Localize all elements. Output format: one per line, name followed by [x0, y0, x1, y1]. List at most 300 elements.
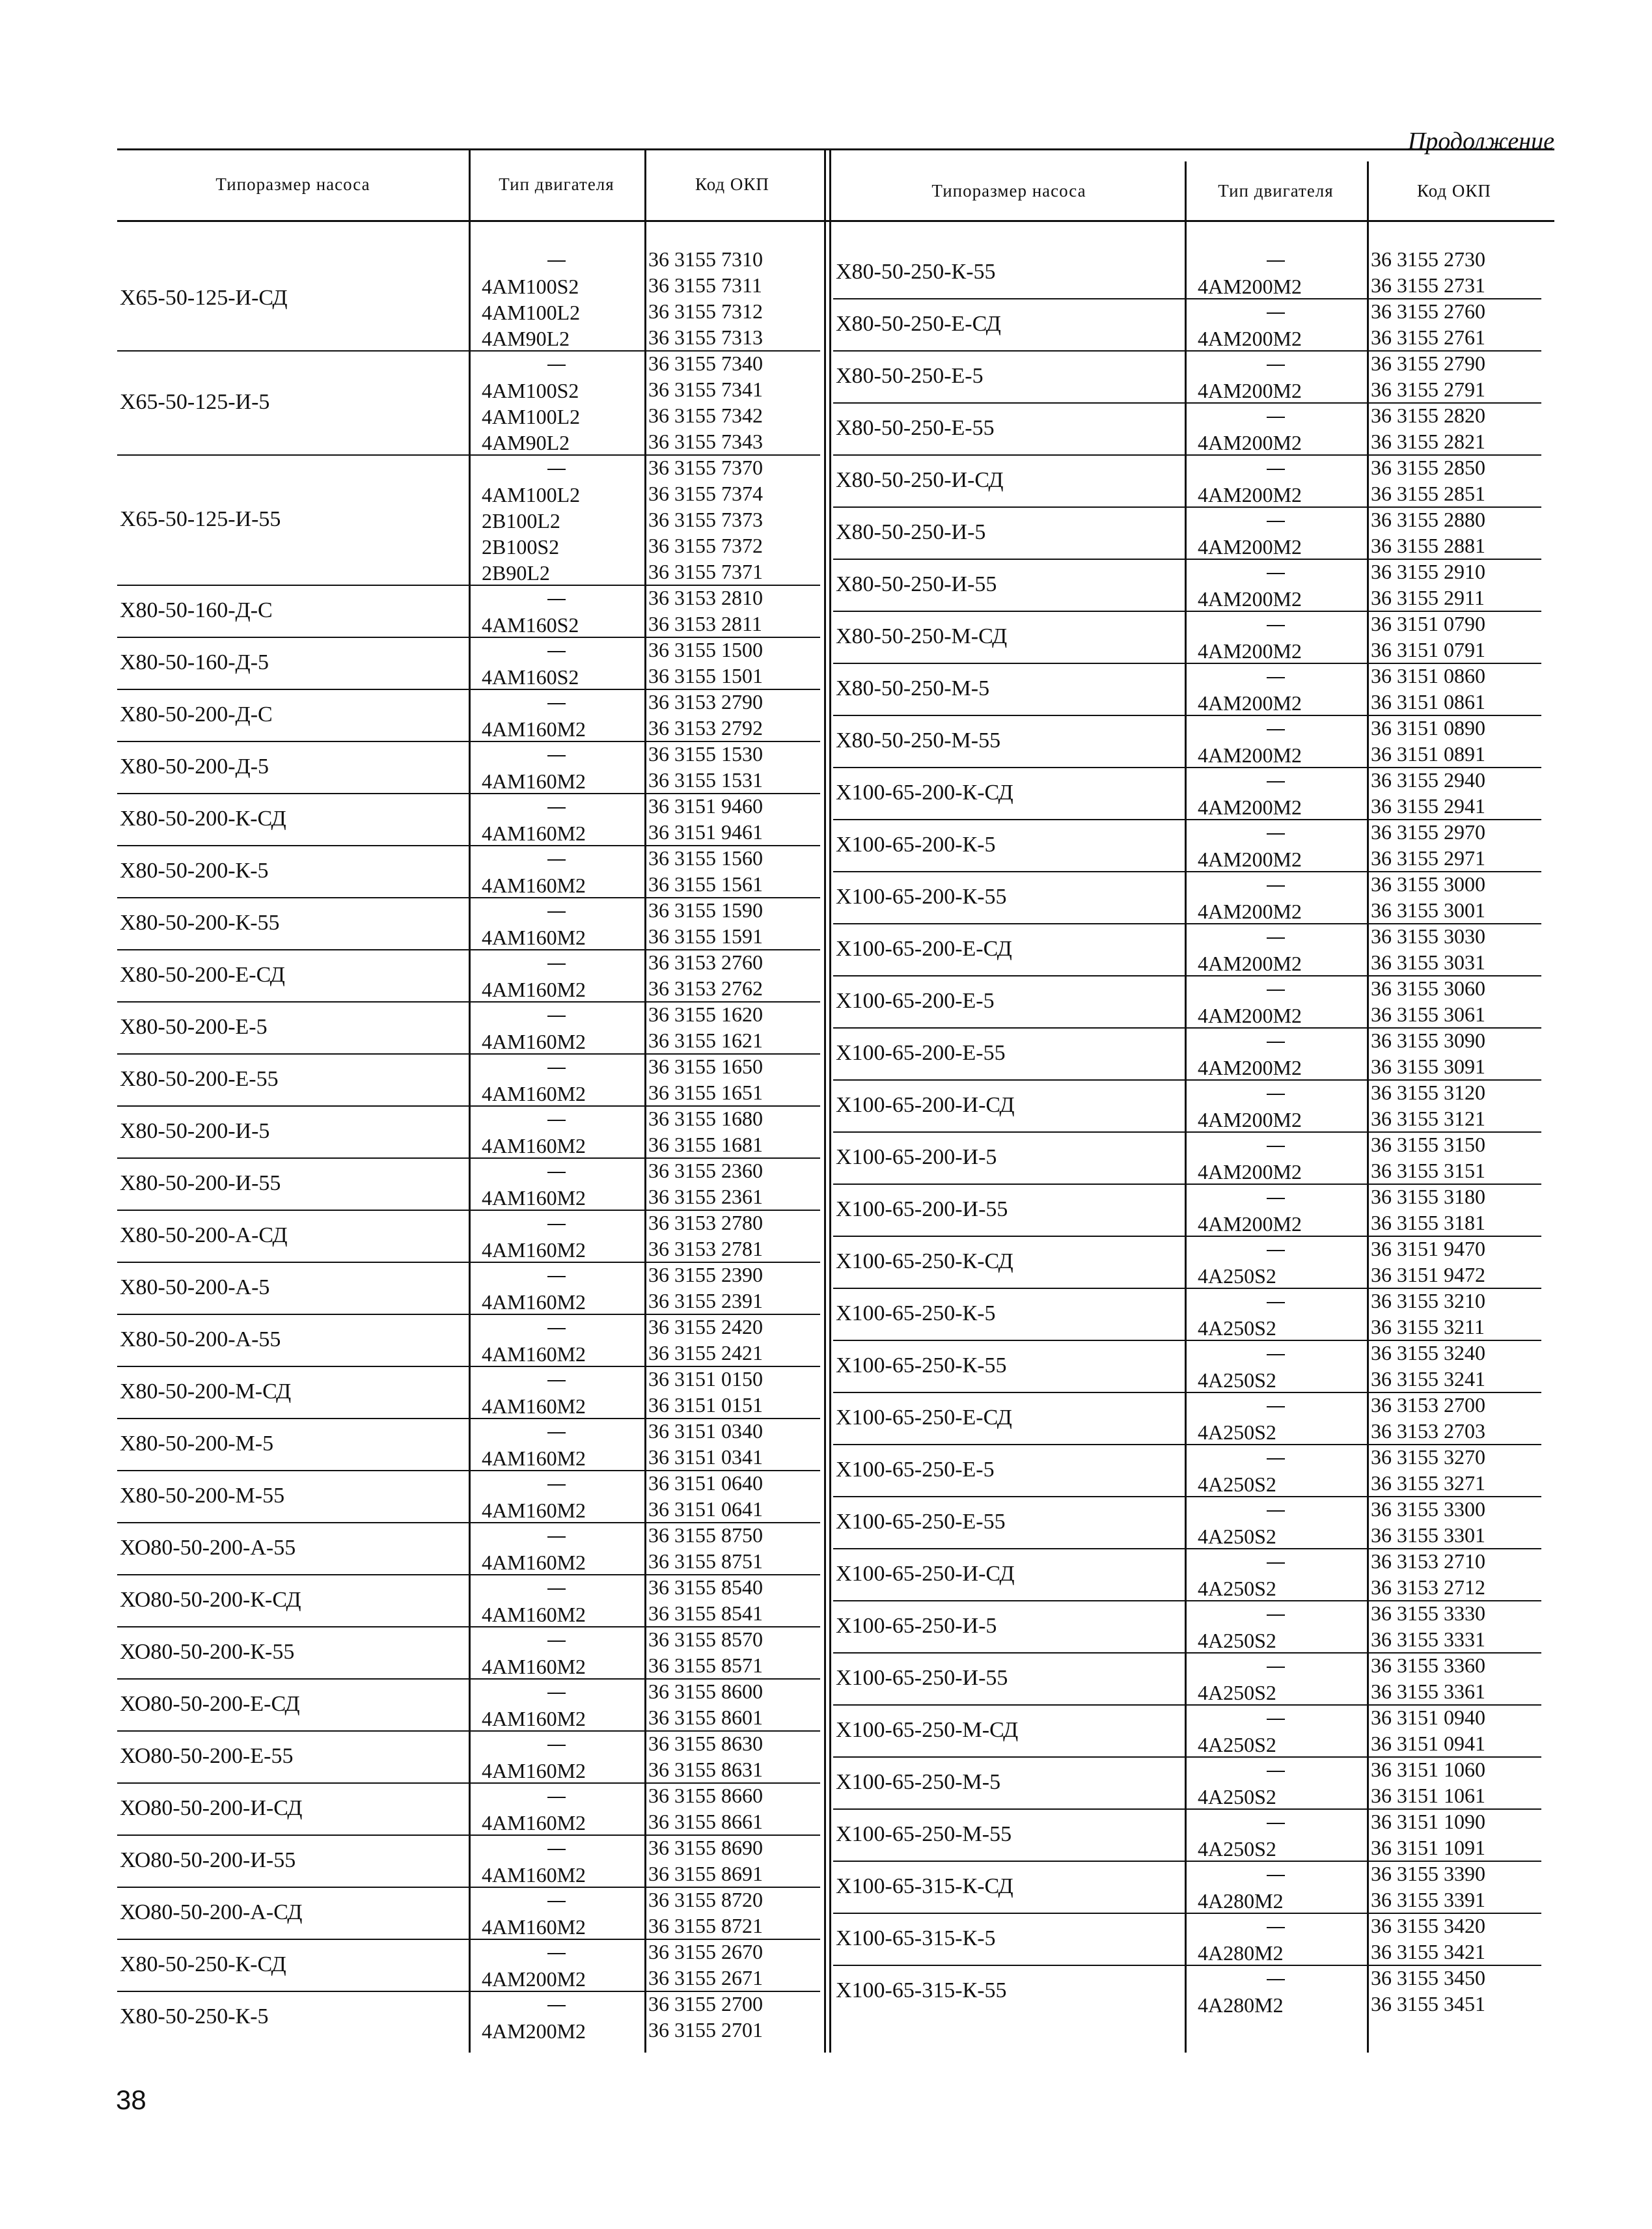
pump-column-header: Типоразмер насоса: [215, 174, 370, 194]
no-motor-dash: [547, 963, 566, 965]
no-motor-dash: [1267, 1927, 1285, 1928]
no-motor-dash: [1267, 1094, 1285, 1095]
okp-code: 36 3155 1651: [648, 1081, 763, 1104]
pump-size: Х80-50-200-А-СД: [120, 1223, 288, 1247]
pump-size: Х100-65-250-Е-55: [836, 1510, 1006, 1534]
no-motor-dash: [1267, 1875, 1285, 1876]
motor-type: 4АМ200М2: [1198, 1108, 1302, 1131]
pump-size: Х100-65-250-К-5: [836, 1301, 996, 1325]
no-motor-dash: [1267, 417, 1285, 418]
okp-code: 36 3155 1530: [648, 742, 763, 766]
okp-code: 36 3155 1500: [648, 638, 763, 661]
pump-size: Х80-50-200-К-СД: [120, 807, 286, 831]
no-motor-dash: [1267, 521, 1285, 522]
no-motor-dash: [547, 1276, 566, 1277]
pump-size: Х100-65-315-К-55: [836, 1978, 1007, 2002]
motor-type: 4АМ160М2: [482, 1082, 586, 1105]
okp-code: 36 3155 8660: [648, 1784, 763, 1807]
continued-label: Продолжение: [1407, 128, 1554, 155]
no-motor-dash: [1267, 1354, 1285, 1355]
motor-type: 4АМ160М2: [482, 1290, 586, 1314]
motor-column-header: Тип двигателя: [1218, 181, 1334, 201]
okp-code: 36 3155 2421: [648, 1341, 763, 1364]
pump-size: Х80-50-200-К-55: [120, 911, 280, 935]
no-motor-dash: [547, 260, 566, 262]
no-motor-dash: [1267, 1146, 1285, 1147]
okp-code: 36 3155 2850: [1371, 456, 1485, 479]
motor-type: 4А250S2: [1198, 1420, 1276, 1444]
motor-type: 4АМ160М2: [482, 1394, 586, 1418]
pump-size: Х80-50-250-К-СД: [120, 1952, 286, 1976]
code-column-divider: [1367, 161, 1369, 2053]
okp-code: 36 3151 1061: [1371, 1784, 1485, 1807]
pump-size: Х100-65-250-М-СД: [836, 1718, 1019, 1742]
motor-type: 4АМ160М2: [482, 1134, 586, 1157]
motor-type: 4АМ200М2: [482, 2019, 586, 2043]
no-motor-dash: [1267, 990, 1285, 991]
okp-code: 36 3155 3300: [1371, 1497, 1485, 1521]
okp-code: 36 3155 1561: [648, 872, 763, 896]
motor-type: 4АМ160М2: [482, 978, 586, 1001]
motor-type: 4АМ160М2: [482, 1915, 586, 1939]
okp-code: 36 3155 2761: [1371, 325, 1485, 349]
motor-type: 4АМ160М2: [482, 1707, 586, 1730]
no-motor-dash: [1267, 729, 1285, 730]
okp-code: 36 3151 0641: [648, 1497, 763, 1521]
motor-type: 2В100S2: [482, 535, 560, 559]
okp-code: 36 3155 3421: [1371, 1940, 1485, 1963]
pump-size: Х80-50-200-А-55: [120, 1327, 281, 1351]
no-motor-dash: [547, 1068, 566, 1069]
pump-size: ХО80-50-200-Е-СД: [120, 1692, 300, 1716]
pump-size: Х80-50-200-И-55: [120, 1171, 281, 1195]
pump-size: Х80-50-200-М-5: [120, 1432, 274, 1456]
motor-type: 4А250S2: [1198, 1577, 1276, 1600]
okp-code: 36 3155 3181: [1371, 1211, 1485, 1234]
okp-code: 36 3155 8690: [648, 1836, 763, 1859]
okp-code: 36 3155 3090: [1371, 1029, 1485, 1052]
motor-type: 4АМ160М2: [482, 1603, 586, 1626]
no-motor-dash: [547, 1120, 566, 1121]
okp-code: 36 3155 3450: [1371, 1966, 1485, 1989]
no-motor-dash: [547, 1745, 566, 1746]
okp-code: 36 3155 3301: [1371, 1523, 1485, 1547]
motor-type: 4АМ200М2: [1198, 1004, 1302, 1027]
okp-code: 36 3155 2881: [1371, 534, 1485, 557]
pump-size: Х80-50-200-А-5: [120, 1275, 270, 1299]
pump-size: ХО80-50-200-Е-55: [120, 1744, 294, 1768]
no-motor-dash: [547, 1328, 566, 1329]
okp-code: 36 3153 2760: [648, 950, 763, 974]
center-divider: [829, 148, 831, 2053]
no-motor-dash: [547, 755, 566, 756]
okp-code: 36 3153 2810: [648, 586, 763, 609]
motor-type: 4А280М2: [1198, 1993, 1284, 2017]
okp-code: 36 3153 2712: [1371, 1575, 1485, 1599]
page-number: 38: [116, 2084, 146, 2115]
no-motor-dash: [547, 1693, 566, 1694]
okp-code: 36 3155 2671: [648, 1966, 763, 1989]
okp-code: 36 3155 1501: [648, 664, 763, 687]
pump-size: Х100-65-315-К-5: [836, 1926, 996, 1950]
pump-size: Х80-50-250-К-55: [836, 260, 996, 284]
table-top-rule: [117, 148, 1554, 150]
okp-code: 36 3155 3210: [1371, 1289, 1485, 1312]
okp-code: 36 3151 0891: [1371, 742, 1485, 766]
motor-type: 4АМ200М2: [1198, 639, 1302, 663]
no-motor-dash: [1267, 833, 1285, 835]
motor-type: 4АМ160М2: [482, 874, 586, 897]
no-motor-dash: [1267, 312, 1285, 314]
okp-code: 36 3155 2911: [1371, 586, 1485, 609]
motor-type: 4А250S2: [1198, 1785, 1276, 1808]
pump-size: Х100-65-250-М-55: [836, 1822, 1012, 1846]
pump-size: Х100-65-250-И-5: [836, 1614, 997, 1638]
no-motor-dash: [547, 807, 566, 809]
motor-type: 4АМ160М2: [482, 717, 586, 741]
motor-type: 4А250S2: [1198, 1681, 1276, 1704]
motor-type: 4АМ160М2: [482, 1447, 586, 1470]
motor-type: 4А250S2: [1198, 1473, 1276, 1496]
motor-type: 4АМ160S2: [482, 613, 579, 637]
okp-code: 36 3155 8571: [648, 1654, 763, 1677]
pump-size: Х80-50-200-К-5: [120, 859, 269, 883]
okp-code: 36 3155 2670: [648, 1940, 763, 1963]
no-motor-dash: [547, 859, 566, 861]
code-column-header: Код ОКП: [695, 174, 769, 194]
motor-type: 4А280М2: [1198, 1889, 1284, 1913]
pump-size: Х80-50-250-И-СД: [836, 468, 1004, 492]
okp-code: 36 3151 0340: [648, 1419, 763, 1443]
pump-size: Х100-65-250-И-55: [836, 1666, 1008, 1690]
okp-code: 36 3155 2420: [648, 1315, 763, 1338]
okp-code: 36 3155 8630: [648, 1732, 763, 1755]
pump-size: Х100-65-200-И-СД: [836, 1093, 1015, 1117]
okp-code: 36 3155 8720: [648, 1888, 763, 1911]
okp-code: 36 3153 2781: [648, 1237, 763, 1260]
okp-code: 36 3155 8541: [648, 1601, 763, 1625]
pump-size: Х80-50-250-М-5: [836, 676, 990, 700]
pump-size: Х80-50-250-Е-55: [836, 416, 995, 440]
okp-code: 36 3155 8751: [648, 1549, 763, 1573]
no-motor-dash: [1267, 469, 1285, 470]
okp-code: 36 3155 7341: [648, 378, 763, 401]
okp-code: 36 3155 7342: [648, 404, 763, 427]
okp-code: 36 3155 2700: [648, 1992, 763, 2015]
okp-code: 36 3155 3060: [1371, 976, 1485, 1000]
okp-code: 36 3155 8691: [648, 1862, 763, 1885]
okp-code: 36 3155 3451: [1371, 1992, 1485, 2015]
no-motor-dash: [1267, 1979, 1285, 1980]
motor-type: 4АМ200М2: [1198, 1212, 1302, 1236]
no-motor-dash: [1267, 1823, 1285, 1824]
okp-code: 36 3151 9472: [1371, 1263, 1485, 1286]
no-motor-dash: [547, 1016, 566, 1017]
motor-type: 4А280М2: [1198, 1941, 1284, 1965]
pump-size: Х100-65-250-Е-5: [836, 1458, 995, 1482]
okp-code: 36 3153 2700: [1371, 1393, 1485, 1417]
no-motor-dash: [547, 2005, 566, 2006]
no-motor-dash: [1267, 1042, 1285, 1043]
no-motor-dash: [1267, 260, 1285, 262]
okp-code: 36 3155 2970: [1371, 820, 1485, 844]
pump-size: Х80-50-200-Д-С: [120, 702, 273, 727]
okp-code: 36 3155 2731: [1371, 273, 1485, 297]
pump-size: Х65-50-125-И-СД: [120, 286, 288, 310]
motor-type: 4АМ160М2: [482, 1499, 586, 1522]
okp-code: 36 3155 3120: [1371, 1081, 1485, 1104]
motor-type: 4АМ200М2: [1198, 1160, 1302, 1184]
pump-size: Х100-65-250-К-СД: [836, 1249, 1013, 1273]
no-motor-dash: [1267, 885, 1285, 887]
okp-code: 36 3155 2391: [648, 1289, 763, 1312]
okp-code: 36 3155 2760: [1371, 299, 1485, 323]
pump-size: Х80-50-200-Е-5: [120, 1015, 268, 1039]
okp-code: 36 3155 3420: [1371, 1914, 1485, 1937]
code-column-divider: [644, 148, 646, 2053]
okp-code: 36 3155 2941: [1371, 794, 1485, 818]
motor-type: 4АМ100S2: [482, 275, 579, 298]
pump-table: [117, 148, 1554, 2072]
motor-type: 4А250S2: [1198, 1316, 1276, 1340]
no-motor-dash: [547, 911, 566, 913]
pump-size: Х80-50-250-К-5: [120, 2004, 269, 2028]
motor-type: 4АМ200М2: [1198, 535, 1302, 559]
pump-size: Х80-50-160-Д-С: [120, 598, 273, 622]
no-motor-dash: [547, 703, 566, 704]
okp-code: 36 3155 8721: [648, 1914, 763, 1937]
no-motor-dash: [1267, 1719, 1285, 1720]
no-motor-dash: [547, 1224, 566, 1225]
okp-code: 36 3155 3121: [1371, 1107, 1485, 1130]
no-motor-dash: [547, 1536, 566, 1538]
motor-type: 4АМ200М2: [1198, 848, 1302, 871]
pump-size: Х100-65-200-К-55: [836, 885, 1007, 909]
pump-size: Х80-50-250-И-55: [836, 572, 997, 596]
okp-code: 36 3155 3331: [1371, 1627, 1485, 1651]
okp-code: 36 3155 2851: [1371, 482, 1485, 505]
motor-type: 4А250S2: [1198, 1733, 1276, 1756]
okp-code: 36 3155 1621: [648, 1029, 763, 1052]
okp-code: 36 3155 2361: [648, 1185, 763, 1208]
motor-type: 4АМ200М2: [1198, 1056, 1302, 1079]
motor-column-divider: [1185, 161, 1187, 2053]
pump-size: Х80-50-250-И-5: [836, 520, 986, 544]
okp-code: 36 3155 7374: [648, 482, 763, 505]
no-motor-dash: [1267, 1302, 1285, 1303]
no-motor-dash: [547, 365, 566, 366]
okp-code: 36 3153 2703: [1371, 1419, 1485, 1443]
motor-type: 4АМ100L2: [482, 405, 581, 428]
okp-code: 36 3151 1060: [1371, 1758, 1485, 1781]
pump-size: Х100-65-250-И-СД: [836, 1562, 1015, 1586]
no-motor-dash: [1267, 781, 1285, 782]
motor-type: 4АМ160М2: [482, 1551, 586, 1574]
motor-type: 4А250S2: [1198, 1525, 1276, 1548]
okp-code: 36 3155 7373: [648, 508, 763, 531]
okp-code: 36 3155 3000: [1371, 872, 1485, 896]
no-motor-dash: [1267, 1667, 1285, 1668]
okp-code: 36 3155 2360: [648, 1159, 763, 1182]
okp-code: 36 3155 2821: [1371, 430, 1485, 453]
motor-type: 4АМ160М2: [482, 926, 586, 949]
no-motor-dash: [547, 1953, 566, 1954]
okp-code: 36 3155 3211: [1371, 1315, 1485, 1338]
okp-code: 36 3151 0790: [1371, 612, 1485, 635]
okp-code: 36 3151 1091: [1371, 1836, 1485, 1859]
motor-type: 4А250S2: [1198, 1629, 1276, 1652]
no-motor-dash: [1267, 1198, 1285, 1199]
motor-type: 4АМ160S2: [482, 665, 579, 689]
no-motor-dash: [547, 1172, 566, 1173]
okp-code: 36 3151 0150: [648, 1367, 763, 1391]
pump-size: Х80-50-200-Е-СД: [120, 963, 285, 987]
okp-code: 36 3155 1681: [648, 1133, 763, 1156]
pump-size: Х100-65-200-И-5: [836, 1145, 997, 1169]
okp-code: 36 3155 7310: [648, 247, 763, 271]
okp-code: 36 3155 2880: [1371, 508, 1485, 531]
okp-code: 36 3155 1531: [648, 768, 763, 792]
motor-type: 4АМ100L2: [482, 301, 581, 324]
okp-code: 36 3155 3241: [1371, 1367, 1485, 1391]
okp-code: 36 3155 2730: [1371, 247, 1485, 271]
okp-code: 36 3155 7313: [648, 325, 763, 349]
no-motor-dash: [1267, 1562, 1285, 1564]
motor-type: 4АМ160М2: [482, 1342, 586, 1366]
motor-type: 4АМ160М2: [482, 1030, 586, 1053]
motor-type: 4АМ200М2: [1198, 587, 1302, 611]
motor-type: 4АМ100L2: [482, 483, 581, 506]
okp-code: 36 3155 3030: [1371, 924, 1485, 948]
pump-size: ХО80-50-200-А-55: [120, 1536, 296, 1560]
okp-code: 36 3153 2780: [648, 1211, 763, 1234]
motor-type: 4АМ90L2: [482, 431, 570, 454]
motor-type: 4АМ200М2: [1198, 796, 1302, 819]
pump-size: Х100-65-200-Е-55: [836, 1041, 1006, 1065]
okp-code: 36 3155 8750: [648, 1523, 763, 1547]
pump-size: Х80-50-250-Е-СД: [836, 312, 1001, 336]
okp-code: 36 3153 2792: [648, 716, 763, 740]
no-motor-dash: [547, 599, 566, 600]
okp-code: 36 3155 7312: [648, 299, 763, 323]
okp-code: 36 3155 3061: [1371, 1003, 1485, 1026]
pump-size: Х100-65-200-И-55: [836, 1197, 1008, 1221]
okp-code: 36 3155 8661: [648, 1810, 763, 1833]
motor-type: 4А250S2: [1198, 1368, 1276, 1392]
motor-type: 4АМ200М2: [1198, 275, 1302, 298]
motor-type: 4АМ200М2: [1198, 379, 1302, 402]
okp-code: 36 3155 2790: [1371, 352, 1485, 375]
no-motor-dash: [547, 1641, 566, 1642]
motor-type: 4АМ160М2: [482, 1863, 586, 1887]
pump-column-header: Типоразмер насоса: [931, 181, 1086, 201]
no-motor-dash: [1267, 1510, 1285, 1512]
pump-size: ХО80-50-200-К-55: [120, 1640, 295, 1664]
okp-code: 36 3151 0151: [648, 1393, 763, 1417]
no-motor-dash: [1267, 625, 1285, 626]
motor-type: 4АМ160М2: [482, 1811, 586, 1834]
no-motor-dash: [547, 1588, 566, 1590]
motor-type: 4АМ200М2: [1198, 952, 1302, 975]
okp-code: 36 3155 3391: [1371, 1888, 1485, 1911]
no-motor-dash: [1267, 573, 1285, 574]
pump-size: Х80-50-250-М-55: [836, 728, 1001, 753]
motor-type: 4АМ160М2: [482, 1186, 586, 1210]
pump-size: Х80-50-200-И-5: [120, 1119, 270, 1143]
motor-type: 4АМ200М2: [1198, 691, 1302, 715]
okp-code: 36 3151 9470: [1371, 1237, 1485, 1260]
no-motor-dash: [547, 1849, 566, 1850]
okp-code: 36 3155 2390: [648, 1263, 763, 1286]
pump-size: Х100-65-250-М-5: [836, 1770, 1001, 1794]
okp-code: 36 3151 0341: [648, 1445, 763, 1469]
okp-code: 36 3155 3151: [1371, 1159, 1485, 1182]
motor-type: 4АМ200М2: [482, 1967, 586, 1991]
okp-code: 36 3151 0860: [1371, 664, 1485, 687]
no-motor-dash: [1267, 677, 1285, 678]
okp-code: 36 3155 2791: [1371, 378, 1485, 401]
pump-size: Х80-50-250-М-СД: [836, 624, 1008, 648]
okp-code: 36 3151 1090: [1371, 1810, 1485, 1833]
no-motor-dash: [547, 1901, 566, 1902]
okp-code: 36 3151 9460: [648, 794, 763, 818]
okp-code: 36 3155 8601: [648, 1706, 763, 1729]
okp-code: 36 3155 1591: [648, 924, 763, 948]
motor-type: 4АМ200М2: [1198, 743, 1302, 767]
okp-code: 36 3153 2710: [1371, 1549, 1485, 1573]
okp-code: 36 3155 2820: [1371, 404, 1485, 427]
motor-type: 2В90L2: [482, 561, 550, 585]
okp-code: 36 3155 3150: [1371, 1133, 1485, 1156]
no-motor-dash: [547, 1484, 566, 1486]
motor-type: 4АМ200М2: [1198, 900, 1302, 923]
okp-code: 36 3155 7371: [648, 560, 763, 583]
okp-code: 36 3151 0890: [1371, 716, 1485, 740]
okp-code: 36 3153 2811: [648, 612, 762, 635]
no-motor-dash: [1267, 1458, 1285, 1460]
no-motor-dash: [1267, 937, 1285, 939]
okp-code: 36 3151 0940: [1371, 1706, 1485, 1729]
okp-code: 36 3155 7370: [648, 456, 763, 479]
no-motor-dash: [1267, 1250, 1285, 1251]
no-motor-dash: [547, 1380, 566, 1381]
okp-code: 36 3155 8600: [648, 1680, 763, 1703]
pump-size: Х100-65-200-К-5: [836, 833, 996, 857]
no-motor-dash: [547, 469, 566, 470]
pump-size: Х65-50-125-И-55: [120, 507, 281, 531]
okp-code: 36 3155 3330: [1371, 1601, 1485, 1625]
pump-size: Х80-50-200-Е-55: [120, 1067, 279, 1091]
pump-size: Х65-50-125-И-5: [120, 390, 270, 414]
okp-code: 36 3155 7311: [648, 273, 762, 297]
motor-column-divider: [469, 148, 471, 2053]
motor-type: 2В100L2: [482, 509, 560, 533]
okp-code: 36 3155 3360: [1371, 1654, 1485, 1677]
okp-code: 36 3151 9461: [648, 820, 763, 844]
motor-type: 4А250S2: [1198, 1837, 1276, 1861]
okp-code: 36 3155 2701: [648, 2018, 763, 2042]
okp-code: 36 3155 2940: [1371, 768, 1485, 792]
okp-code: 36 3151 0941: [1371, 1732, 1485, 1755]
okp-code: 36 3155 8570: [648, 1627, 763, 1651]
no-motor-dash: [547, 651, 566, 652]
pump-size: Х80-50-200-М-СД: [120, 1379, 292, 1404]
okp-code: 36 3151 0640: [648, 1471, 763, 1495]
okp-code: 36 3155 3001: [1371, 898, 1485, 922]
okp-code: 36 3151 0791: [1371, 638, 1485, 661]
motor-type: 4АМ200М2: [1198, 327, 1302, 350]
okp-code: 36 3155 3390: [1371, 1862, 1485, 1885]
